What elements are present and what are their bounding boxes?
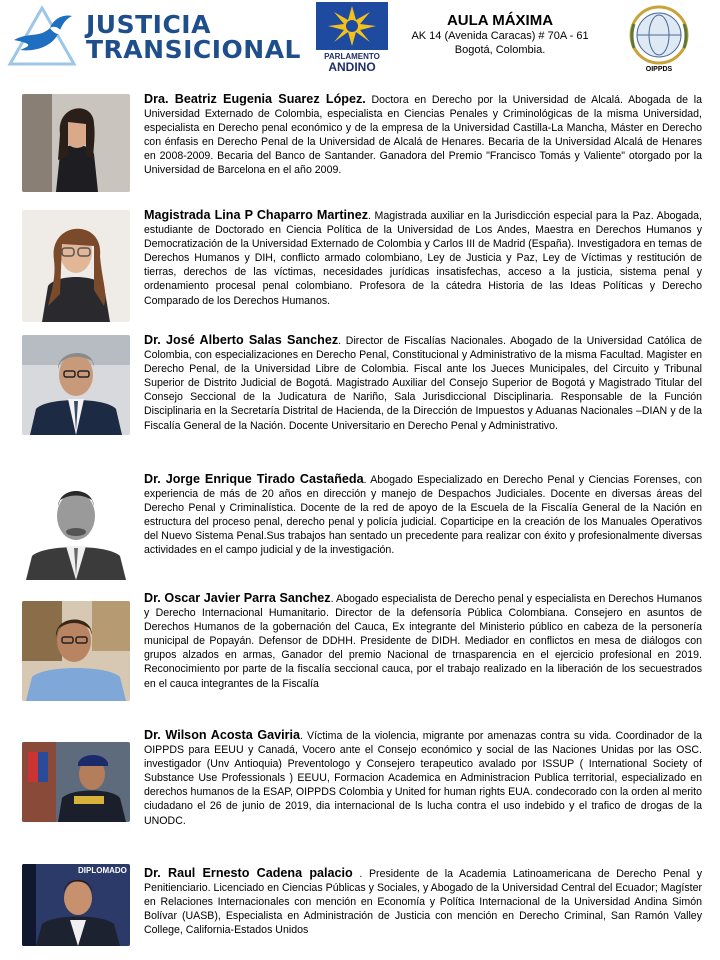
oippds-label: OIPPDS [645,66,673,73]
venue-city: Bogotá, Colombia. [454,44,546,56]
logo-text-line2: TRANSICIONAL [86,35,301,64]
parlamento-label: PARLAMENTO [324,52,380,61]
andino-label: ANDINO [328,60,376,74]
speaker-name: Dr. Jorge Enrique Tirado Castañeda [144,472,364,486]
justicia-transicional-logo [6,6,301,70]
speaker-name: Magistrada Lina P Chaparro Martinez [144,208,369,222]
speaker-photo [22,94,130,192]
speaker-bio: . Abogado Especializado en Derecho Penal y Ciencias Forenses, con experiencia de más de 20 años en dirección y manejo de Despachos Judiciales. Docente en diversas áreas del Derecho Penal y Criminalística. Docente de la red de apoyo de la Escuela de la Fiscalía General de la Nación en estructura del proceso penal, derecho penal y policía judicial. Coparticipe en la creación de los Manuales Operativos del Nuevo Sistema Penal.Sus trabajos han sentado un precedente para realizar con éxito y profesionalmente diversas actividades en el campo judicial y de la investigación. [144,474,702,557]
speaker-name: Dra. Beatriz Eugenia Suarez López. [144,92,366,106]
dove-icon [6,6,78,70]
speaker-photo [22,601,130,701]
speaker-photo [22,210,130,322]
speaker-bio: . Presidente de la Academia Latinoamericana de Derecho Penal y Penitienciario. Licenciado en Ciencias Públicas y Sociales, y Abogado de la Universidad Central del Ecuador; Magíster en Relaciones Internacionales con mención en Economía y Política Internacional de la Universidad Andina Simón Bolívar (UASB), Especialista en Administración de Justicia con mención en Derecho Criminal, San Ramón Valley College, California-Estados Unidos [144,868,702,937]
speaker-name: Dr. Raul Ernesto Cadena palacio [144,866,353,880]
speaker-photo [22,742,130,822]
speaker-name: Dr. Oscar Javier Parra Sanchez [144,591,331,605]
speaker-bio: . Abogado especialista de Derecho penal y especialista en Derechos Humanos y Derecho Internacional Humanitario. Director de la defensoría Pública Colombiana. Consejero en asuntos de Derechos Humanos de la gobernación del Cauca, Ex integrante del Ministerio público en cabeza de la personería municipal de Popayán. Defensor de DDHH. Presidente de DIDH. Mediador en conflictos en mesa de diálogos con grupos alzados en armas, Ganador del premio Nacional de trnasparencia en el ejercicio profesional en 2019. Reconocimiento por parte de la fiscalía seccional cauca, por el trabajo realizado en la liberación de los secuestrados en el cauca integrantes de la Fiscalía [144,593,702,690]
parlamento-andino-logo [316,2,388,76]
venue-address: AK 14 (Avenida Caracas) # 70A - 61 [411,30,589,42]
speaker-name: Dr. Wilson Acosta Gaviria [144,728,301,742]
speaker-bio: . Magistrada auxiliar en la Jurisdicción especial para la Paz. Abogada, estudiante de Doctorado en Ciencia Política de la Universidad de Los Andes, Maestra en Derechos Humanos y Democratización de la Universidad Externado de Colombia y Carlos III de Madrid (España). Investigadora en temas de Derechos Humanos y DIH, conflicto armado colombiano, Ley de Justicia y Paz, Ley de Víctimas y restitución de tierras, derechos de las víctimas, necesidades jurídicas insatisfechas, acceso a la justicia, sistema penal y ordenamiento procesal penal colombiano. Profesora de la cátedra Historia de las Ideas Políticas y Derecho Comparado de los Derechos Humanos. [144,210,703,307]
speaker-photo [22,864,130,946]
speaker-bio: . Director de Fiscalías Nacionales. Abogado de la Universidad Católica de Colombia, con especializaciones en Derecho Penal, Constitucional y Administrativo de la misma Facultad. Magister en Derecho Penal, de la Universidad Libre de Colombia. Fiscal ante los Jueces Municipales, del Circuito y Tribunal Superior de Distrito Judicial de Bogotá. Magistrado Auxiliar del Consejo Superior de Bogotá y Magistrado Titular del Consejo Seccional de la Judicatura de Nariño, Sala Jurisdiccional Disciplinaria. Responsable de la Función Disciplinaria en la Secretaría Distrital de Hacienda, de la Dirección de Impuestos y Aduanas Nacionales –DIAN y de la Fiscalía General de la Nación. Docente Universitario en Derecho Penal y Administrativo. [144,335,702,432]
star-icon [316,2,388,50]
photo-banner-text: DIPLOMADO [78,866,127,875]
oippds-seal [624,4,694,76]
speaker-bio: Doctora en Derecho por la Universidad de Alcalá. Abogada de la Universidad Externado de Colombia, especialista en Ciencias Penales y Criminológicas de la misma Universidad, especialista en Derecho penal económico y de la empresa de la Universidad Castilla-La Mancha, Máster en Derecho con énfasis en Derecho Penal de la Universidad de Alcalá de Henares. Becaria de la Universidad Alcalá de Henares en 2008-2009. Becaria del Banco de Santander. Ganadora del Premio "Francisco Tomás y Valiente" otorgado por la Universidad de Barcelona en el año 2009. [144,94,702,177]
speaker-photo [22,335,130,435]
logo-text-line1: JUSTICIA [86,10,211,39]
speaker-name: Dr. José Alberto Salas Sanchez [144,333,339,347]
page-header [0,0,720,86]
speaker-bio: . Víctima de la violencia, migrante por amenazas contra su vida. Coordinador de la OIPPDS para EEUU y Canadá, Vocero ante el Consejo económico y social de las Naciones Unidas por las OSC. investigador (Unv Antioquia) Preventologo y Consejero terapeutico avalado por ISSUP ( International Society of Substance Use Professionals ) EEUU, Formacion Academica en Administracion Publica territorial, especializado en derechos humanos de la ESAP, OIPPDS Colombia y United for human rights EUA. condecorado con la orden al merito ciudadano el 26 de junio de 2019, dia internacional de ls lucha contra el uso indebido y el trafico de drogas de la UNODC. [144,730,702,827]
venue-info [400,12,600,57]
speaker-photo [22,476,130,580]
venue-title: AULA MÁXIMA [446,12,554,29]
